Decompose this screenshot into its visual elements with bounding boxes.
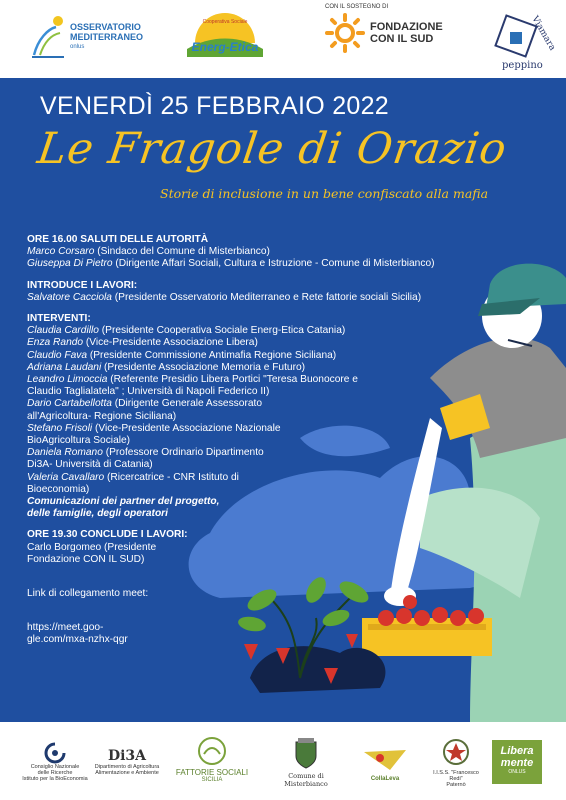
speaker-line: Marco Corsaro (Sindaco del Comune di Misterbianco) (27, 246, 270, 258)
section-saluti (27, 234, 467, 271)
meet-link-label: Link di collegamento meet: (27, 588, 149, 600)
sicily-map-icon (360, 744, 410, 774)
di3a-logo: Di3A Dipartimento di Agricoltura Alimentazione e Ambiente (94, 748, 160, 776)
speaker-line-cont: BioAgricoltura Sociale) (27, 435, 131, 447)
collaleva-logo: CollaLeva (355, 744, 415, 782)
communications-line: delle famiglie, degli operatori (27, 508, 168, 520)
meet-link[interactable]: https://meet.goo- gle.com/mxa-nzhx-qgr (27, 622, 128, 646)
event-program (27, 234, 467, 647)
osservatorio-emblem-icon (30, 15, 66, 59)
speaker-line: Enza Rando (Vice-Presidente Associazione Libera) (27, 337, 258, 349)
event-subtitle: Storie di inclusione in un bene confiscato alla mafia (160, 186, 489, 201)
viamara-bottom-text: peppino (502, 60, 543, 71)
energ-etica-small: Cooperativa Sociale (202, 19, 248, 25)
speaker-line: Giuseppa Di Pietro (Dirigente Affari Sociali, Cultura e Istruzione - Comune di Misterbianco) (27, 258, 435, 270)
cnr-ibe-logo: Consiglio Nazionale delle Ricerche Istituto per la BioEconomia (22, 742, 88, 782)
header-logo-band (0, 0, 566, 78)
section-interventi (27, 313, 467, 520)
section-introduce (27, 280, 467, 304)
speaker-line: Stefano Frisoli (Vice-Presidente Associazione Nazionale (27, 422, 281, 434)
speaker-line: Claudio Fava (Presidente Commissione Antimafia Regione Siciliana) (27, 349, 337, 361)
speaker-line: Claudia Cardillo (Presidente Cooperativa Sociale Energ-Etica Catania) (27, 325, 346, 337)
speaker-line-cont: all'Agricoltura- Regione Siciliana) (27, 410, 177, 422)
fondazione-con-il-sud-logo (325, 4, 465, 68)
speaker-line: Daniela Romano (Professore Ordinario Dipartimento (27, 447, 264, 459)
speaker-line: Salvatore Cacciola (Presidente Osservatorio Mediterraneo e Rete fattorie sociali Sicilia) (27, 291, 422, 303)
fattorie-emblem-icon (197, 736, 227, 766)
section-title: ORE 16.00 SALUTI DELLE AUTORITÀ (27, 234, 209, 245)
viamara-peppino-logo (486, 6, 558, 72)
speaker-line: Carlo Borgomeo (Presidente (27, 541, 157, 553)
cnr-emblem-icon (41, 742, 69, 762)
energ-etica-logo (180, 8, 270, 66)
speaker-line-cont: Bioeconomia) (27, 483, 90, 495)
fattorie-sociali-logo: FATTORIE SOCIALI SICILIA (168, 736, 256, 783)
section-title: ORE 19.30 CONCLUDE I LAVORI: (27, 529, 188, 541)
comune-misterbianco-logo: Comune di Misterbianco (268, 738, 344, 788)
sun-icon (325, 13, 365, 53)
energ-etica-label: Energ-Etica (191, 40, 259, 54)
section-title: INTERVENTI: (27, 313, 91, 325)
liberamente-logo: Libera mente ONLUS (492, 740, 542, 784)
section-title: INTRODUCE I LAVORI: (27, 279, 138, 291)
speaker-line: Fondazione CON IL SUD) (27, 553, 145, 565)
support-label: CON IL SOSTEGNO DI (325, 4, 389, 10)
viamara-top-text: Viamara (529, 14, 558, 53)
communications-line: Comunicazioni dei partner del progetto, (27, 496, 220, 508)
section-conclude (27, 529, 467, 566)
speaker-line: Dario Cartabellotta (Dirigente Generale Assessorato (27, 398, 262, 410)
italian-emblem-icon (442, 738, 470, 768)
speaker-line-cont: Claudio Taglialatela" ; Università di Napoli Federico II) (27, 386, 270, 398)
iiss-redi-logo: I.I.S.S. "Francesco Redi" Paternò (428, 738, 484, 788)
speaker-line-cont: Di3A- Università di Catania) (27, 459, 153, 471)
speaker-line: Leandro Limoccia (Referente Presidio Libera Portici "Teresa Buonocore e (27, 374, 358, 386)
event-poster (0, 78, 566, 722)
fondazione-wordmark: FONDAZIONE CON IL SUD (370, 21, 443, 45)
osservatorio-wordmark: OSSERVATORIO MEDITERRANEO onlus (70, 22, 144, 50)
coat-of-arms-icon (293, 738, 319, 770)
speaker-line: Adriana Laudani (Presidente Associazione Memoria e Futuro) (27, 361, 306, 373)
event-date: VENERDÌ 25 FEBBRAIO 2022 (40, 92, 390, 120)
speaker-line: Valeria Cavallaro (Ricercatrice - CNR Istituto di (27, 471, 239, 483)
osservatorio-mediterraneo-logo (30, 10, 155, 64)
event-title: Le Fragole di Orazio (34, 124, 511, 174)
